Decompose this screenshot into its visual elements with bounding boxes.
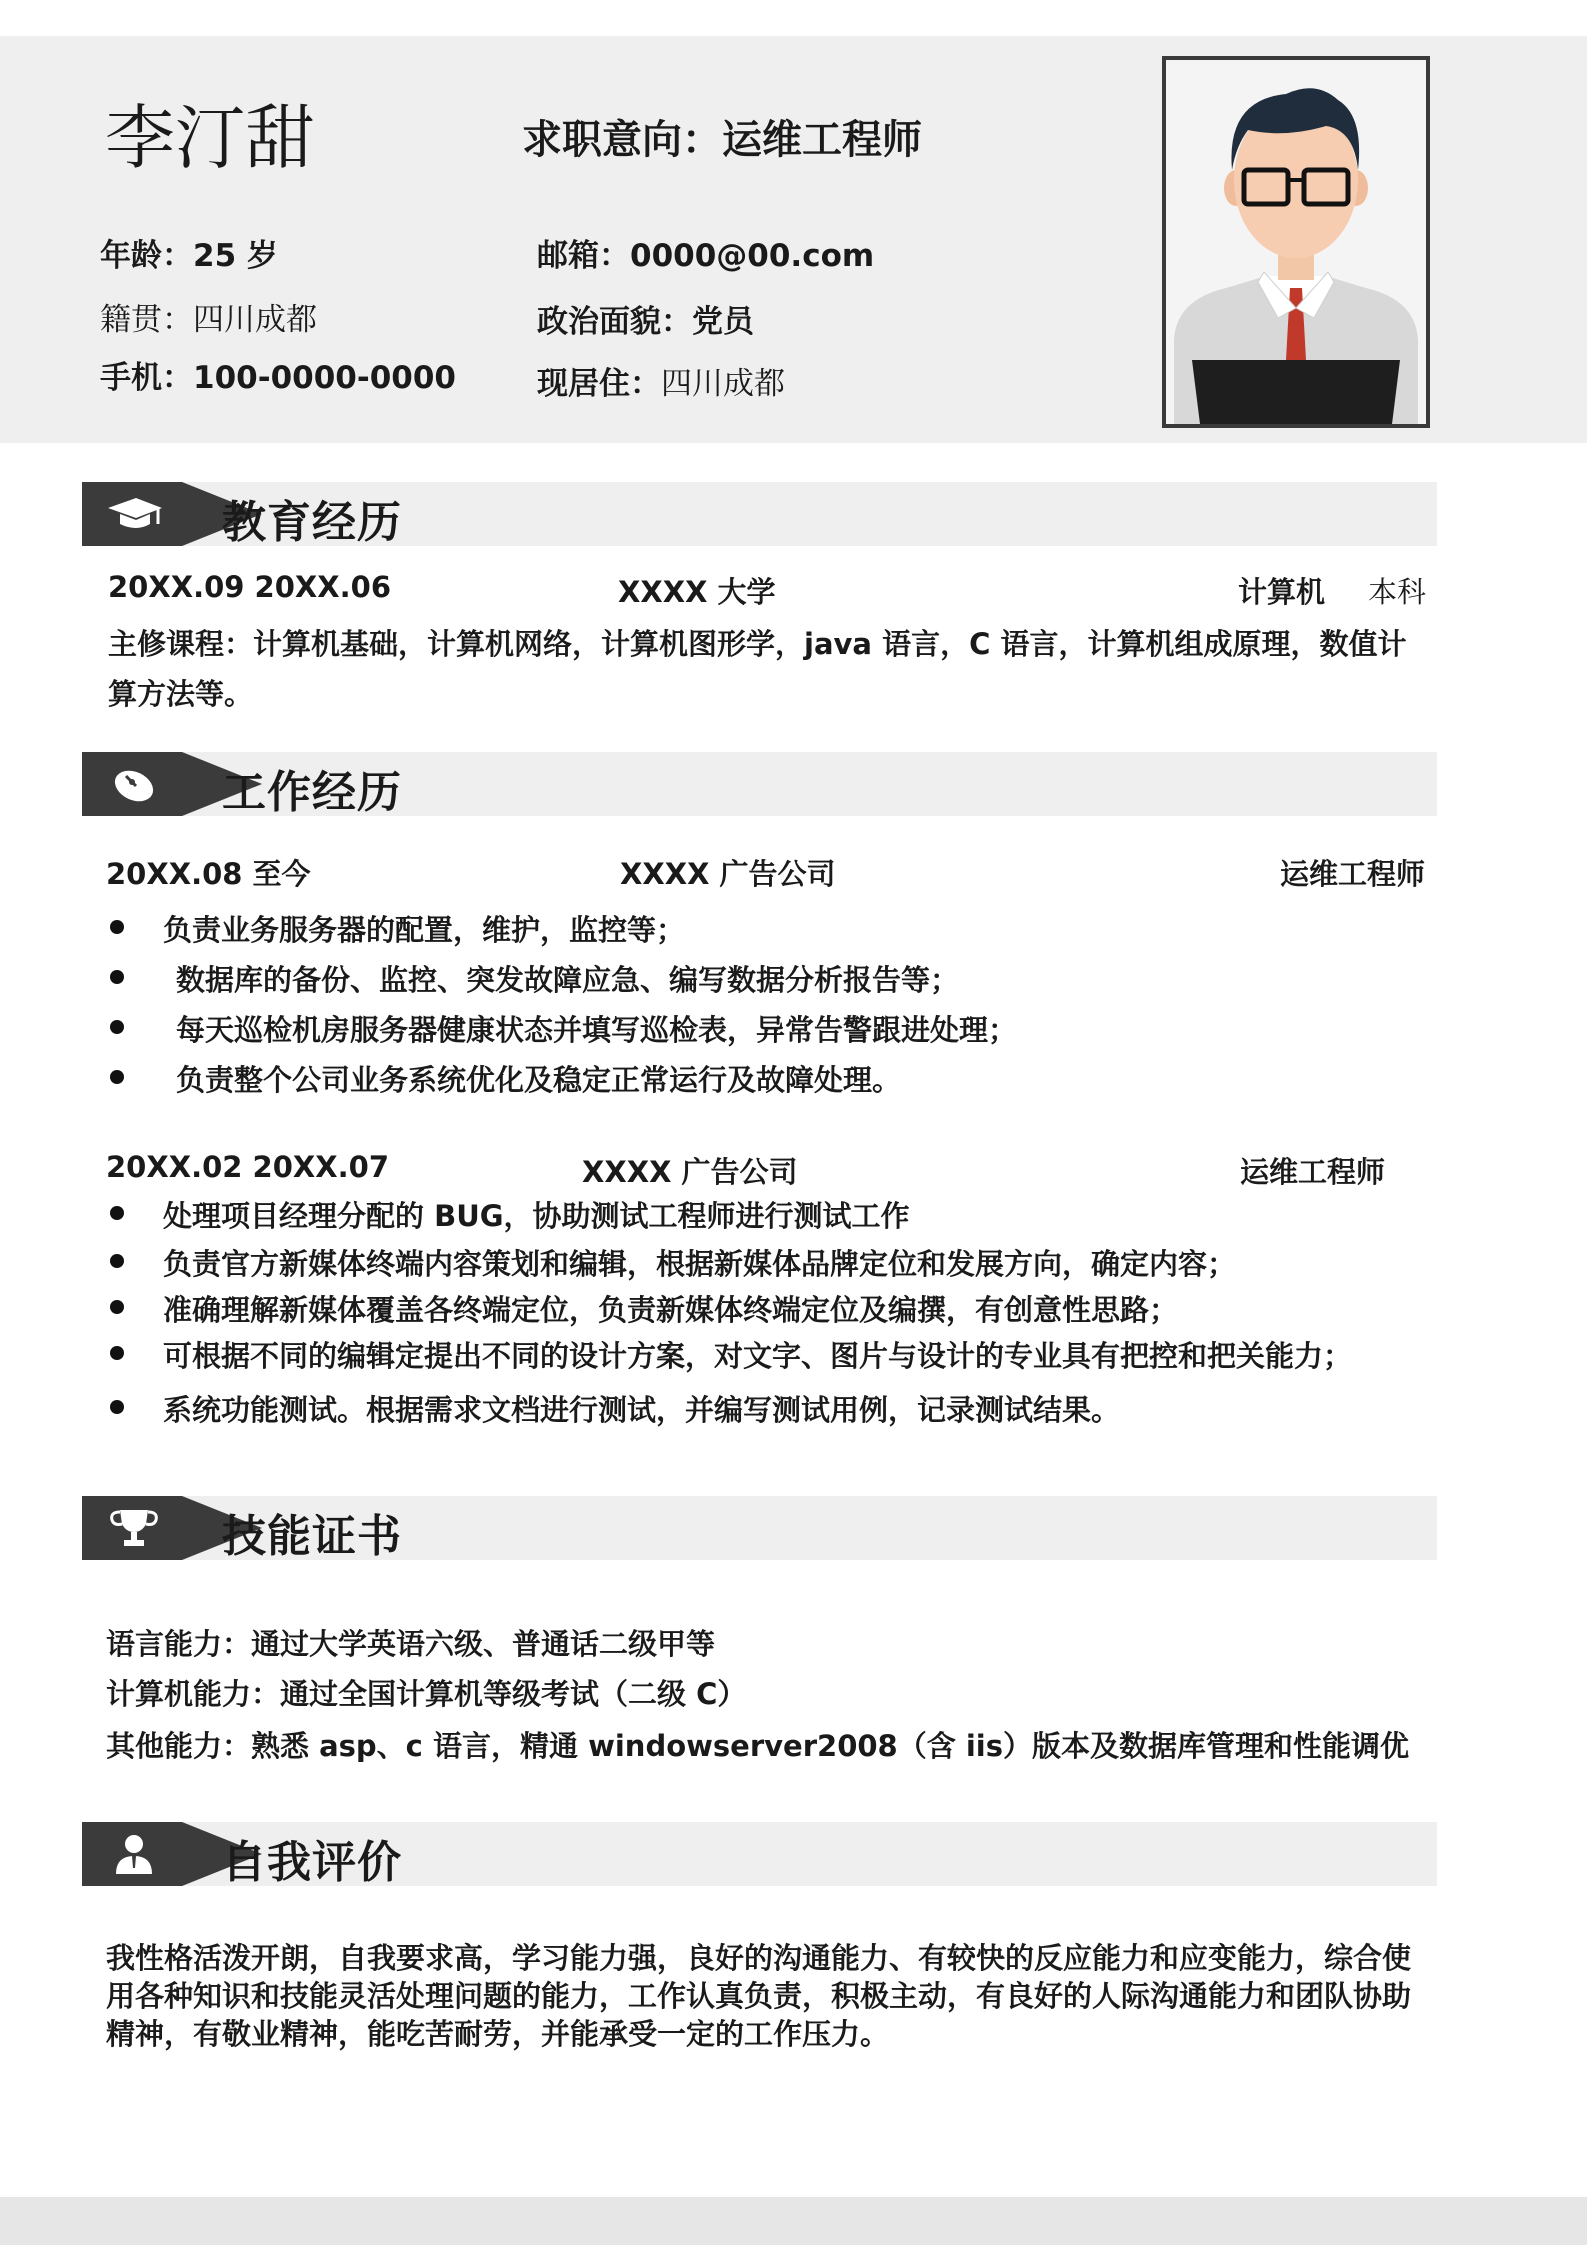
self-eval-line1: 我性格活泼开朗，自我要求高，学习能力强，良好的沟通能力、有较快的反应能力和应变能力，综合使: [106, 1941, 1412, 1975]
work-section-header: [82, 752, 1437, 816]
footer-band: [0, 2197, 1587, 2245]
profile-photo: [1162, 56, 1430, 428]
job2-item-2: 负责官方新媒体终端内容策划和编辑，根据新媒体品牌定位和发展方向，确定内容；: [163, 1247, 1237, 1281]
job2-item-4: 可根据不同的编辑定提出不同的设计方案，对文字、图片与设计的专业具有把控和把关能力；: [163, 1339, 1353, 1373]
education-title: 教育经历: [222, 497, 402, 548]
origin-row: [100, 294, 317, 339]
job1-role: 运维工程师: [1280, 857, 1426, 891]
phone-label: 手机：: [100, 360, 193, 396]
bullet: [110, 1070, 124, 1084]
skill-computer: 计算机能力：通过全国计算机等级考试（二级 C）: [106, 1677, 747, 1711]
politics-row: [537, 296, 754, 341]
bullet: [110, 970, 124, 984]
work-title: 工作经历: [222, 767, 402, 818]
age-label: 年龄：: [100, 238, 193, 274]
person-icon: [102, 1830, 166, 1878]
edu-major: 计算机: [1238, 575, 1326, 609]
job2-role: 运维工程师: [1240, 1155, 1386, 1189]
bullet: [110, 920, 124, 934]
email-value: 0000@00.com: [630, 238, 875, 274]
job1-item-2: 数据库的备份、监控、突发故障应急、编写数据分析报告等；: [176, 963, 960, 997]
bullet: [110, 1254, 124, 1268]
job2-item-1: 处理项目经理分配的 BUG，协助测试工程师进行测试工作: [163, 1199, 910, 1233]
job1-item-1: 负责业务服务器的配置，维护，监控等；: [163, 913, 686, 947]
edu-courses-line1: 主修课程：计算机基础，计算机网络，计算机图形学，java 语言，C 语言，计算机组成原理，数值计: [108, 627, 1407, 661]
graduation-cap-icon: [102, 490, 166, 538]
avatar-illustration: [1166, 60, 1426, 424]
residence-value: 四川成都: [661, 366, 785, 402]
email-label: 邮箱：: [537, 238, 630, 274]
bullet: [110, 1300, 124, 1314]
origin-value: 四川成都: [193, 302, 317, 338]
politics-label: 政治面貌：: [537, 304, 692, 340]
skill-language: 语言能力：通过大学英语六级、普通话二级甲等: [106, 1627, 716, 1661]
self-eval-line2: 用各种知识和技能灵活处理问题的能力，工作认真负责，积极主动，有良好的人际沟通能力和团队协助: [106, 1979, 1412, 2013]
skills-section-header: [82, 1496, 1437, 1560]
edu-school: XXXX 大学: [618, 575, 776, 609]
education-section-header: [82, 482, 1437, 546]
phone-row: [100, 352, 456, 397]
job2-item-3: 准确理解新媒体覆盖各终端定位，负责新媒体终端定位及编撰，有创意性思路；: [163, 1293, 1179, 1327]
edu-courses-line2: 算方法等。: [108, 677, 254, 711]
origin-label: 籍贯：: [100, 302, 193, 338]
skill-other: 其他能力：熟悉 asp、c 语言，精通 windowserver2008（含 iis）版本及数据库管理和性能调优: [106, 1729, 1409, 1763]
age-row: [100, 230, 278, 275]
residence-row: [537, 358, 785, 403]
trophy-icon: [102, 1504, 166, 1552]
bullet: [110, 1400, 124, 1414]
age-value: 25 岁: [193, 238, 278, 274]
job2-company: XXXX 广告公司: [582, 1155, 798, 1189]
bullet: [110, 1346, 124, 1360]
politics-value: 党员: [692, 304, 754, 340]
edu-degree: 本科: [1368, 575, 1427, 609]
job-intent: 求职意向：运维工程师: [522, 117, 922, 163]
self-eval-title: 自我评价: [222, 1837, 402, 1888]
self-eval-section-header: [82, 1822, 1437, 1886]
job1-company: XXXX 广告公司: [620, 857, 836, 891]
candidate-name: 李汀甜: [105, 97, 315, 179]
skills-title: 技能证书: [222, 1511, 402, 1562]
computer-mouse-icon: [102, 760, 166, 808]
residence-label: 现居住：: [537, 366, 661, 402]
bullet: [110, 1206, 124, 1220]
job2-item-5: 系统功能测试。根据需求文档进行测试，并编写测试用例，记录测试结果。: [163, 1393, 1121, 1427]
phone-value: 100-0000-0000: [193, 360, 457, 396]
job1-item-4: 负责整个公司业务系统优化及稳定正常运行及故障处理。: [176, 1063, 902, 1097]
job1-item-3: 每天巡检机房服务器健康状态并填写巡检表，异常告警跟进处理；: [176, 1013, 1018, 1047]
job2-period: 20XX.02 20XX.07: [106, 1150, 389, 1184]
email-row: [537, 230, 874, 275]
self-eval-line3: 精神，有敬业精神，能吃苦耐劳，并能承受一定的工作压力。: [106, 2017, 890, 2051]
job1-period: 20XX.08 至今: [106, 857, 311, 891]
edu-period: 20XX.09 20XX.06: [108, 570, 391, 604]
bullet: [110, 1020, 124, 1034]
